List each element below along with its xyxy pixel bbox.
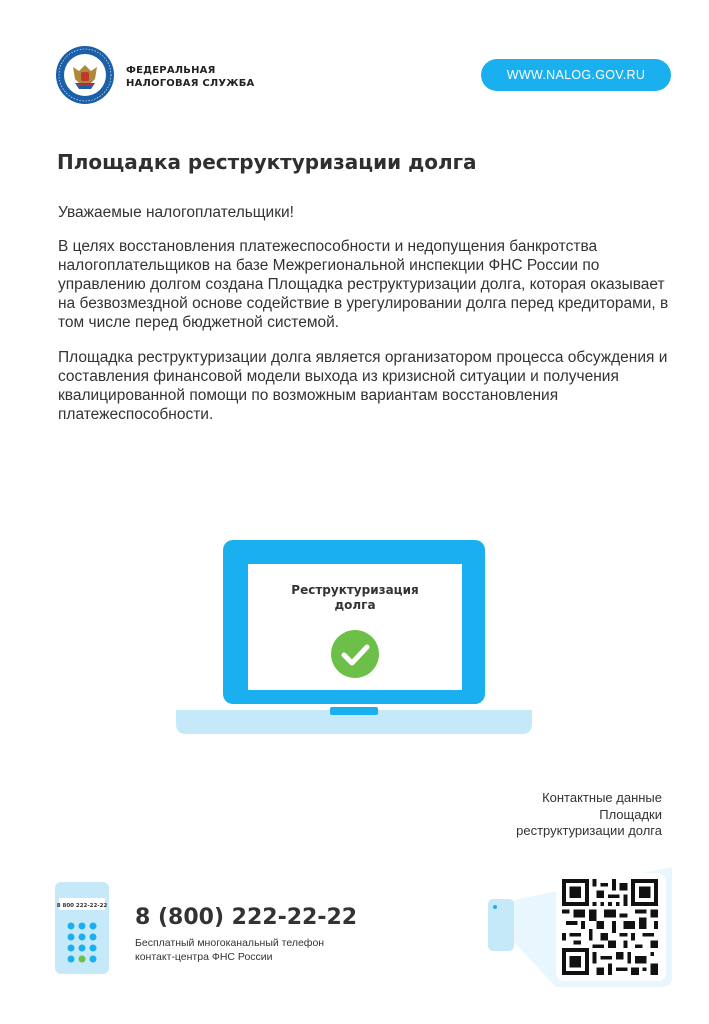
org-name [126, 64, 255, 90]
check-circle-icon [331, 630, 379, 678]
qr-code[interactable] [562, 879, 658, 975]
org-name-line2: НАЛОГОВАЯ СЛУЖБА [126, 78, 255, 89]
fns-emblem-logo [55, 45, 115, 105]
phone-icon [55, 882, 109, 974]
phone-icon-number: 8 800 222-22-22 [56, 903, 108, 909]
org-name-line1: ФЕДЕРАЛЬНАЯ [126, 65, 216, 76]
phone-description [135, 936, 324, 964]
laptop-screen-text [248, 583, 462, 613]
phone-desc-line2: контакт-центра ФНС России [135, 951, 273, 963]
paragraph-description: Площадка реструктуризации долга является организатором процесса обсуждения и составления финансовой модели выхода из кризисной ситуации и получения квалицированной помощи по возможным вариантам восстановления платежеспособности. [58, 349, 668, 423]
contacts-line2: Площадки [599, 806, 662, 822]
paragraph-intro: В целях восстановления платежеспособности и недопущения банкротства налогоплательщиков на базе Межрегиональной инспекции ФНС России по управлению долгом создана Площадка реструктуризации долга, которая оказывает на безвозмездной основе содействие в урегулировании долга перед кредиторами, в том числе перед бюджетной системой. [58, 238, 669, 331]
screen-text-line2: долга [334, 598, 376, 612]
contacts-line3: реструктуризации долга [516, 823, 662, 838]
phone-number[interactable]: 8 (800) 222-22-22 [135, 905, 358, 930]
contacts-line1: Контактные данные [542, 790, 662, 805]
screen-text-line1: Реструктуризация [291, 583, 419, 597]
page-title: Площадка реструктуризации долга [57, 150, 477, 174]
contacts-heading [442, 790, 662, 840]
website-link-button[interactable]: WWW.NALOG.GOV.RU [481, 59, 671, 91]
phone-desc-line1: Бесплатный многоканальный телефон [135, 937, 325, 949]
greeting-text: Уважаемые налогоплательщики! [58, 204, 294, 221]
